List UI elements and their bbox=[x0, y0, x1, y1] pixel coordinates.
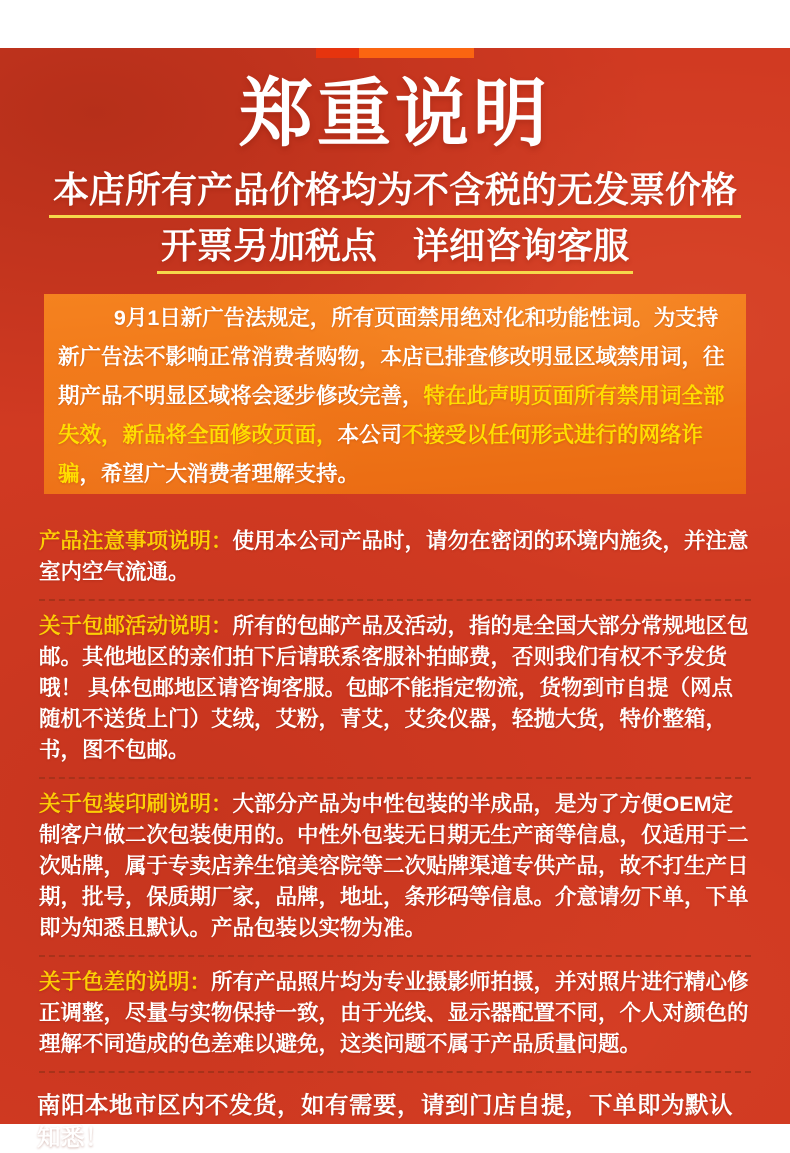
section-paragraph bbox=[39, 526, 751, 588]
accent-bar-decoration bbox=[316, 48, 474, 58]
section-heading: 关于色差的说明： bbox=[39, 970, 212, 994]
section-heading: 关于包邮活动说明： bbox=[39, 614, 233, 638]
notice-segment-normal: ，希望广大消费者理解支持。 bbox=[79, 462, 360, 486]
accent-bar-right-segment bbox=[359, 48, 474, 58]
section-body: 使用本公司产品时，请勿在密闭的环境内施灸，并注意室内空气流通。 bbox=[39, 529, 749, 584]
price-notice bbox=[0, 169, 790, 274]
notice-segment-highlight: 不接受以任何形式进行的网络诈骗 bbox=[58, 423, 704, 486]
section-heading: 关于包装印刷说明： bbox=[39, 792, 233, 816]
section-paragraph bbox=[39, 611, 751, 766]
notice-segment-highlight: 特在此声明页面所有禁用词全部失效，新品将全面修改页面， bbox=[58, 384, 725, 447]
ad-law-notice-box bbox=[44, 294, 746, 494]
notice-segment-normal: 本公司 bbox=[337, 423, 403, 447]
section-body: 所有的包邮产品及活动，指的是全国大部分常规地区包邮。其他地区的亲们拍下后请联系客服补拍邮费，否则我们有权不予发货哦！ 具体包邮地区请咨询客服。包邮不能指定物流，货物到市自提（网点随机不送货上门）艾绒，艾粉，青艾，艾灸仪器，轻抛大货，特价整箱，书，图不包邮。 bbox=[39, 614, 749, 762]
section-paragraph bbox=[39, 967, 751, 1060]
promo-notice-page bbox=[0, 48, 790, 1150]
price-notice-line-1: 本店所有产品价格均为不含税的无发票价格 bbox=[49, 172, 741, 218]
section-heading: 产品注意事项说明： bbox=[39, 529, 233, 553]
page-title: 郑重说明 bbox=[239, 72, 551, 155]
section-body: 所有产品照片均为专业摄影师拍摄，并对照片进行精心修正调整，尽量与实物保持一致，由于光线、显示器配置不同，个人对颜色的理解不同造成的色差难以避免，这类问题不属于产品质量问题。 bbox=[39, 970, 749, 1056]
section-paragraph bbox=[39, 789, 751, 944]
price-notice-line-2: 开票另加税点 详细咨询客服 bbox=[157, 228, 633, 274]
section-body: 大部分产品为中性包装的半成品，是为了方便OEM定制客户做二次包装使用的。中性外包装无日期无生产商等信息，仅适用于二次贴牌，属于专卖店养生馆美容院等二次贴牌渠道专供产品，故不打生产日期，批号，保质期厂家，品牌，地址，条形码等信息。介意请勿下单，下单即为知悉且默认。产品包装以实物为准。 bbox=[39, 792, 749, 940]
info-sections bbox=[39, 516, 751, 1071]
section-free-shipping bbox=[39, 599, 751, 777]
footer-statement: 南阳本地市区内不发货，如有需要，请到门店自提，下单即为默认知悉！ bbox=[37, 1092, 733, 1150]
section-color-difference bbox=[39, 955, 751, 1071]
section-product-care bbox=[39, 516, 751, 599]
footer-divider bbox=[39, 1071, 751, 1073]
accent-bar-left-segment bbox=[316, 48, 359, 58]
ad-law-notice-text bbox=[58, 299, 732, 494]
section-packaging-print bbox=[39, 777, 751, 955]
notice-segment-normal: 9月1日新广告法规定，所有页面禁用绝对化和功能性词。为支持新广告法不影响正常消费者购物，本店已排查修改明显区域禁用词，往期产品不明显区域将会逐步修改完善， bbox=[58, 306, 725, 408]
